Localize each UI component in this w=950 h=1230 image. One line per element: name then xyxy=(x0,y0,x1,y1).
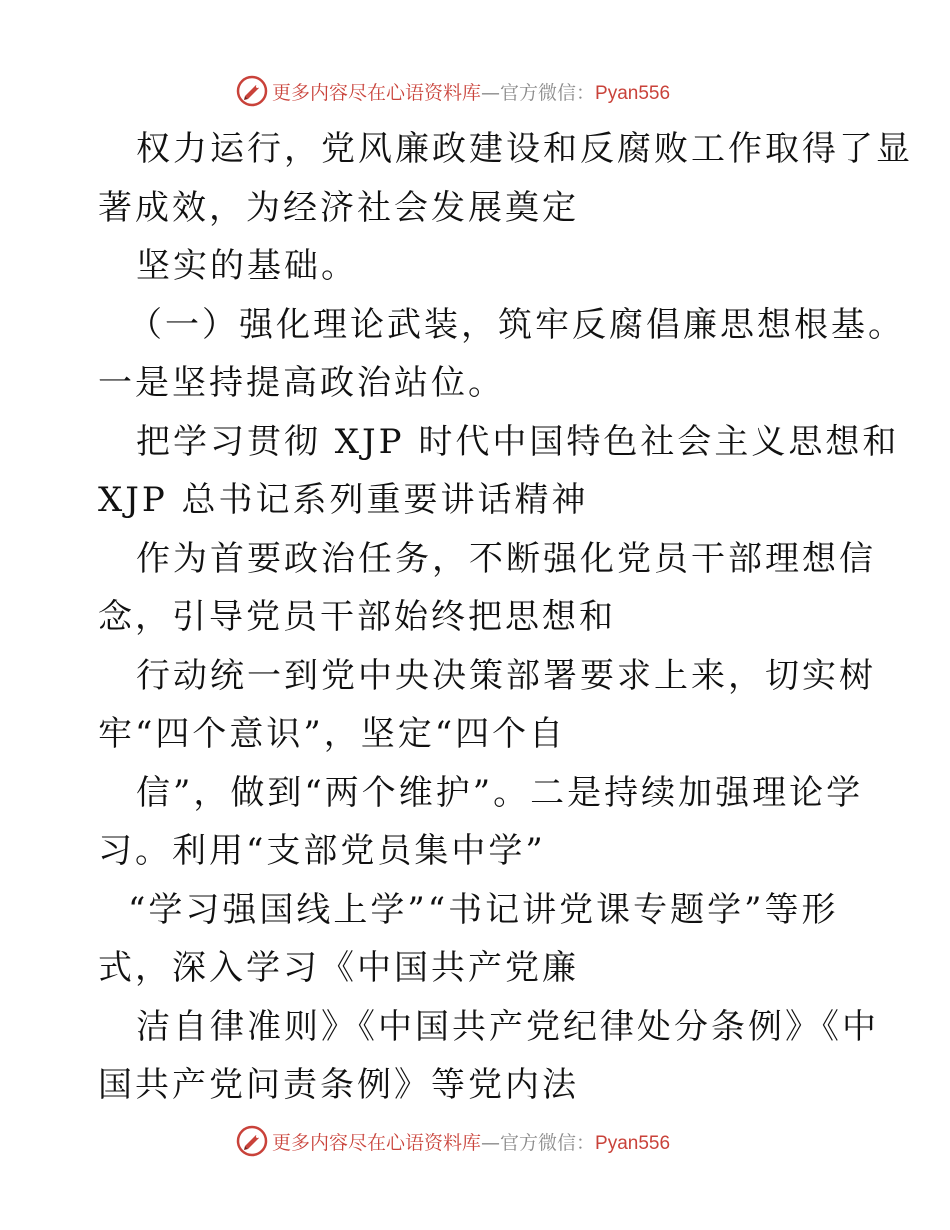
text-line: 式，深入学习《中国共产党廉 xyxy=(98,948,579,988)
text-line: 作为首要政治任务，不断强化党员干部理想信 xyxy=(136,538,876,579)
text-line: 习。利用“支部党员集中学” xyxy=(98,831,546,871)
watermark-brand: 更多内容尽在心语资料库 xyxy=(272,1131,482,1154)
text-line: 坚实的基础。 xyxy=(136,246,358,286)
watermark-separator: — xyxy=(481,1131,501,1154)
text-line: 行动统一到党中央决策部署要求上来，切实树 xyxy=(136,655,876,696)
watermark-label: 官方微信： xyxy=(500,1131,596,1154)
text-line: “学习强国线上学”“书记讲党课专题学”等形 xyxy=(128,889,839,930)
watermark-text xyxy=(272,1128,670,1155)
text-line: 信”，做到“两个维护”。二是持续加强理论学 xyxy=(136,772,864,813)
text-line: 牢“四个意识”，坚定“四个自 xyxy=(98,714,567,754)
watermark-wechat-id: Pyan556 xyxy=(595,82,671,104)
red-book-pen-logo-icon xyxy=(236,75,268,107)
watermark-brand: 更多内容尽在心语资料库 xyxy=(272,81,482,104)
text-line: 国共产党问责条例》等党内法 xyxy=(98,1065,579,1105)
text-line: （一）强化理论武装，筑牢反腐倡廉思想根基。 xyxy=(128,304,905,345)
red-book-pen-logo-icon xyxy=(236,1125,268,1157)
text-line: XJP 总书记系列重要讲话精神 xyxy=(98,480,589,520)
text-line: 把学习贯彻 XJP 时代中国特色社会主义思想和 xyxy=(136,421,900,462)
text-line: 一是坚持提高政治站位。 xyxy=(98,363,505,403)
text-line: 著成效，为经济社会发展奠定 xyxy=(98,187,579,228)
header-watermark xyxy=(236,74,670,108)
watermark-label: 官方微信： xyxy=(500,81,596,104)
text-line: 念，引导党员干部始终把思想和 xyxy=(98,597,616,637)
text-line: 权力运行，党风廉政建设和反腐败工作取得了显 xyxy=(136,129,913,169)
text-line: 洁自律准则》《中国共产党纪律处分条例》《中 xyxy=(136,1006,879,1047)
watermark-separator: — xyxy=(481,81,501,104)
document-body xyxy=(98,120,913,1115)
footer-watermark xyxy=(236,1124,670,1158)
watermark-text xyxy=(272,78,670,105)
watermark-wechat-id: Pyan556 xyxy=(595,1132,671,1154)
